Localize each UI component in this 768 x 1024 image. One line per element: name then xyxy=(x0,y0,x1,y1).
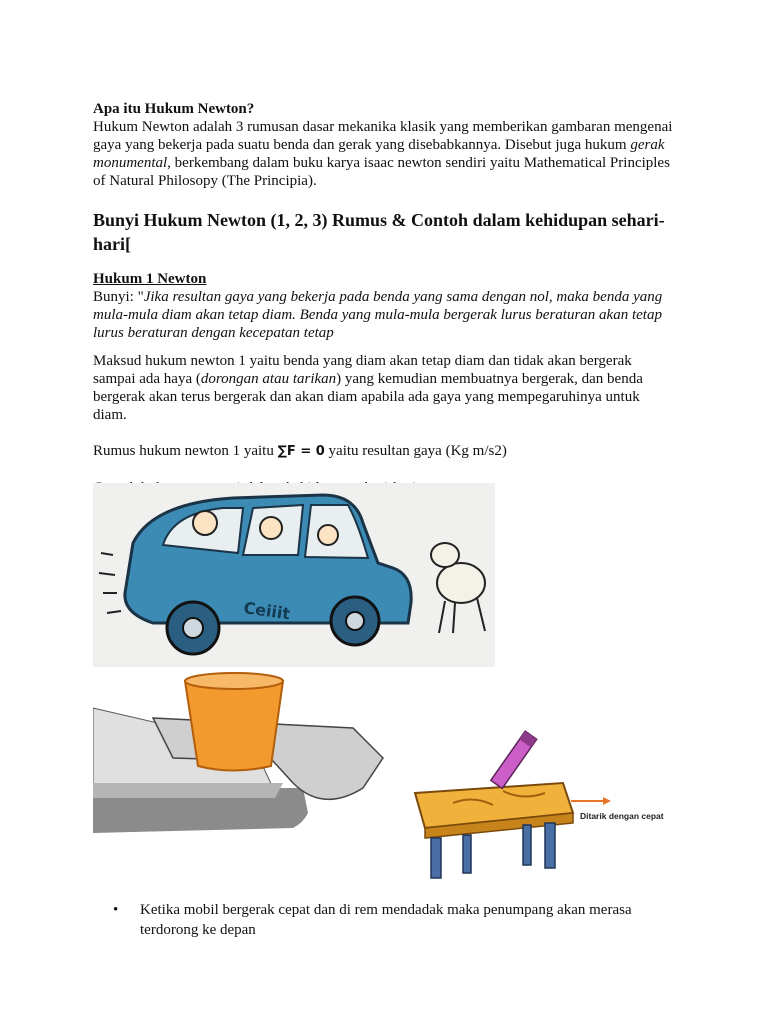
section-heading: Bunyi Hukum Newton (1, 2, 3) Rumus & Contoh dalam kehidupan sehari-hari[ xyxy=(93,210,665,254)
maksud-text-1: Maksud hukum newton 1 yaitu benda yang diam akan tetap diam dan tidak akan bergerak sampai ada haya ( xyxy=(93,353,632,387)
intro-text-2: , berkembang dalam buku karya isaac newton sendiri yaitu Mathematical Principles of Natural Philosopy (The Principia). xyxy=(93,155,670,189)
list-item: • Ketika mobil bergerak cepat dan di rem mendadak maka penumpang akan merasa terdorong ke depan xyxy=(113,900,653,940)
maksud-italic: dorongan atau tarikan xyxy=(200,371,337,387)
law1-heading: Hukum 1 Newton xyxy=(93,271,207,287)
intro-text-1: Hukum Newton adalah 3 rumusan dasar mekanika klasik yang memberikan gambaran mengenai gaya yang bekerja pada suatu benda dan gerak yang disebabkannya. Disebut juga hukum xyxy=(93,119,673,153)
law1-maksud xyxy=(93,352,673,424)
document-page xyxy=(93,100,673,497)
rumus-text-1: Rumus hukum newton 1 yaitu xyxy=(93,443,278,459)
pull-label: Ditarik dengan cepat xyxy=(580,811,664,821)
table-pull-illustration xyxy=(415,731,664,878)
intro-title: Apa itu Hukum Newton? xyxy=(93,101,255,117)
rumus-formula: ∑F = 0 xyxy=(277,444,325,459)
illustrations xyxy=(93,483,673,883)
rumus-text-2: yaitu resultan gaya (Kg m/s2) xyxy=(324,443,507,459)
example-list xyxy=(113,900,653,940)
law1-bunyi xyxy=(93,288,673,342)
maksud-text-2: ) yang kemudian membuatnya bergerak, dan benda bergerak akan terus bergerak dan akan diam apabila ada gaya yang mempegaruhinya untuk diam. xyxy=(93,371,643,423)
car-braking-illustration xyxy=(93,483,495,667)
law1-rumus xyxy=(93,442,673,461)
bunyi-quote: Jika resultan gaya yang bekerja pada benda yang sama dengan nol, maka benda yang mula-mula diam akan tetap diam. Benda yang mula-mula bergerak lurus beraturan akan tetap lurus beraturan dengan kecepatan tetap xyxy=(93,289,663,341)
car-sound-text: Ceiiit xyxy=(242,598,292,624)
intro-paragraph xyxy=(93,118,673,190)
glass-on-paper-illustration xyxy=(93,673,383,833)
intro-italic: gerak monumental xyxy=(93,137,665,171)
bunyi-label: Bunyi: " xyxy=(93,289,144,305)
